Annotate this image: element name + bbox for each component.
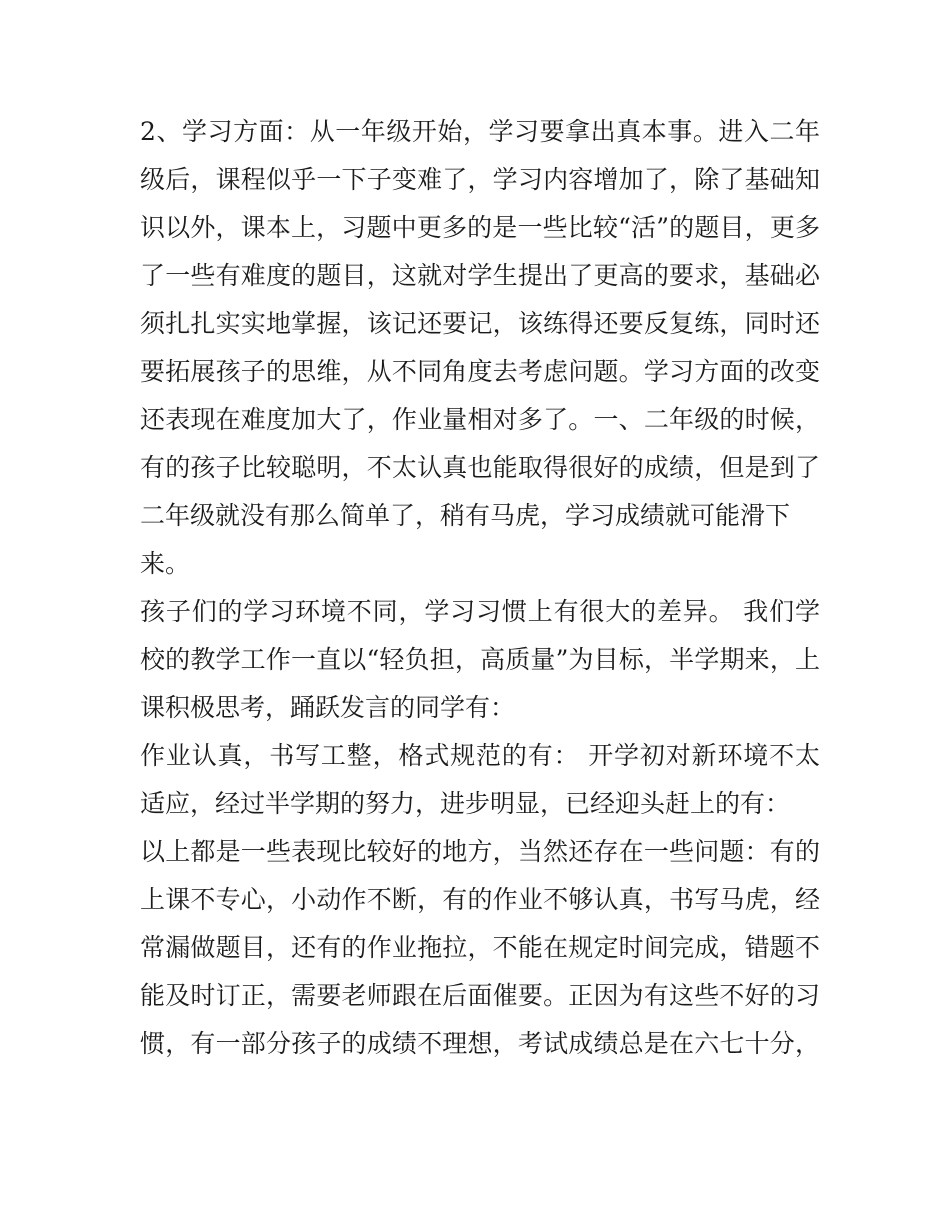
text-line: 级后，课程似乎一下子变难了，学习内容增加了，除了基础知 [140, 165, 820, 194]
text-line: 以上都是一些表现比较好的地方，当然还存在一些问题：有的 [140, 837, 820, 866]
text-line: 适应，经过半学期的努力，进步明显，已经迎头赶上的有： [140, 789, 791, 818]
text-line: 二年级就没有那么简单了，稍有马虎，学习成绩就可能滑下 [140, 501, 791, 530]
text-line: 惯，有一部分孩子的成绩不理想，考试成绩总是在六七十分， [140, 1029, 820, 1058]
text-line: 上课不专心，小动作不断，有的作业不够认真，书写马虎，经 [140, 885, 820, 914]
text-line: 作业认真，书写工整，格式规范的有： 开学初对新环境不太 [140, 741, 820, 770]
text-line: 还表现在难度加大了，作业量相对多了。一、二年级的时候， [140, 405, 820, 434]
text-line: 2、学习方面：从一年级开始，学习要拿出真本事。进入二年 [140, 117, 820, 146]
text-line: 要拓展孩子的思维，从不同角度去考虑问题。学习方面的改变 [140, 357, 820, 386]
text-line: 能及时订正，需要老师跟在后面催要。正因为有这些不好的习 [140, 981, 820, 1010]
document-body [140, 108, 820, 1068]
text-line: 来。 [140, 549, 191, 578]
text-line: 了一些有难度的题目，这就对学生提出了更高的要求，基础必 [140, 261, 820, 290]
text-line: 孩子们的学习环境不同，学习习惯上有很大的差异。 我们学 [140, 597, 820, 626]
text-line: 识以外，课本上，习题中更多的是一些比较“活”的题目，更多 [140, 213, 820, 242]
text-line: 有的孩子比较聪明，不太认真也能取得很好的成绩，但是到了 [140, 453, 820, 482]
text-line: 须扎扎实实地掌握，该记还要记，该练得还要反复练，同时还 [140, 309, 820, 338]
text-line: 课积极思考，踊跃发言的同学有： [140, 693, 516, 722]
text-line: 校的教学工作一直以“轻负担，高质量”为目标，半学期来，上 [140, 645, 820, 674]
text-line: 常漏做题目，还有的作业拖拉，不能在规定时间完成，错题不 [140, 933, 820, 962]
